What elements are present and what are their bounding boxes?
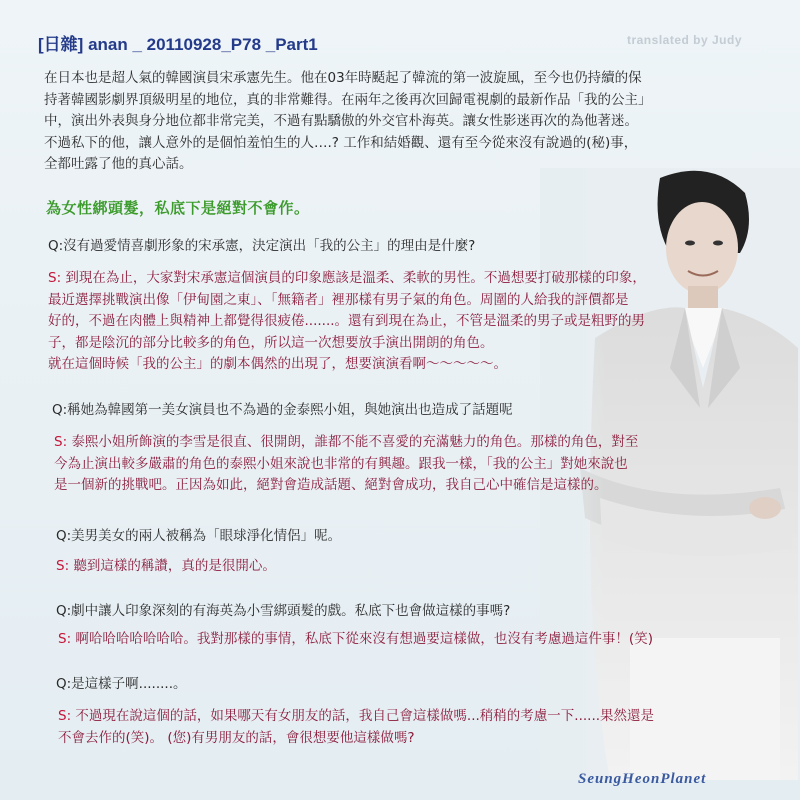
answer-line <box>54 432 770 454</box>
answer-line <box>58 629 653 651</box>
intro-line: 全都吐露了他的真心話。 <box>44 156 193 172</box>
intro-line: 在日本也是超人氣的韓國演員宋承憲先生。他在03年時颳起了韓流的第一波旋風，至今也仍持續的保 <box>44 70 642 86</box>
section-headline: 為女性綁頭髮，私底下是絕對不會作。 <box>46 199 310 217</box>
answer-block <box>56 556 276 578</box>
speaker-label: S: <box>58 631 76 647</box>
answer-line <box>48 268 768 290</box>
answer-text: 聽到這樣的稱讚，真的是很開心。 <box>73 558 276 574</box>
qa-block <box>56 601 510 623</box>
qa-block <box>52 400 513 422</box>
answer-block <box>58 629 653 651</box>
article-title <box>38 30 318 55</box>
answer-line <box>56 556 276 578</box>
answer-block <box>54 432 770 497</box>
intro-line: 持著韓國影劇界頂級明星的地位，真的非常難得。在兩年之後再次回歸電視劇的最新作品「我的公主」 <box>44 91 652 108</box>
answer-line: 是一個新的挑戰吧。正因為如此，絕對會造成話題、絕對會成功，我自己心中確信是這樣的。 <box>54 477 608 493</box>
answer-line: 最近選擇挑戰演出像「伊甸園之東」、「無籍者」裡那樣有男子氣的角色。周圍的人給我的評價都是 <box>48 291 629 308</box>
qa-block <box>56 526 341 548</box>
question: Q:美男美女的兩人被稱為「眼球淨化情侶」呢。 <box>56 528 342 544</box>
answer-line: 好的，不過在肉體上與精神上都覺得很疲倦.......。還有到現在為止，不管是溫柔的男子或是粗野的男 <box>48 313 646 329</box>
category-tag: [日雜] <box>38 35 84 54</box>
question: Q:是這樣子啊........。 <box>56 676 187 692</box>
answer-text: 不過現在說這個的話，如果哪天有女朋友的話，我自己會這樣做嗎...稍稍的考慮一下......果然還是 <box>75 708 655 724</box>
qa-block <box>56 674 187 696</box>
qa-block <box>48 236 475 258</box>
answer-text: 啊哈哈哈哈哈哈哈。我對那樣的事情，私底下從來沒有想過要這樣做，也沒有考慮過這件事！(笑) <box>75 631 653 647</box>
intro-line: 不過私下的他，讓人意外的是個怕羞怕生的人….? 工作和結婚觀、還有至今從來沒有說過的(秘)事， <box>44 134 638 151</box>
speaker-label: S: <box>58 708 76 724</box>
answer-text: 到現在為止，大家對宋承憲這個演員的印象應該是溫柔、柔軟的男性。不過想要打破那樣的印象， <box>65 270 646 286</box>
title-text: anan _ 20110928_P78 _Part1 <box>88 35 318 54</box>
speaker-label: S: <box>56 558 74 574</box>
translator-credit: translated by Judy <box>626 33 742 47</box>
answer-block <box>48 268 768 376</box>
answer-text: 泰熙小姐所飾演的李雪是很直、很開朗，誰都不能不喜愛的充滿魅力的角色。那樣的角色，對至 <box>71 434 639 450</box>
answer-line: 就在這個時候「我的公主」的劇本偶然的出現了，想要演演看啊～～～～～。 <box>48 356 507 372</box>
answer-line: 子，都是陰沉的部分比較多的角色，所以這一次想要放手演出開朗的角色。 <box>48 334 494 351</box>
question: Q:劇中讓人印象深刻的有海英為小雪綁頭髮的戲。私底下也會做這樣的事嗎? <box>56 603 511 619</box>
answer-line: 不會去作的(笑)。 (您)有男朋友的話，會很想要他這樣做嗎? <box>58 729 415 746</box>
question: Q:沒有過愛情喜劇形象的宋承憲，決定演出「我的公主」的理由是什麼? <box>48 238 476 254</box>
question: Q:稱她為韓國第一美女演員也不為過的金泰熙小姐，與她演出也造成了話題呢 <box>52 402 513 418</box>
intro-paragraph <box>44 68 764 176</box>
answer-block <box>58 706 770 749</box>
site-logo: SeungHeonPlanet <box>578 771 707 787</box>
speaker-label: S: <box>54 434 72 450</box>
speaker-label: S: <box>48 270 66 286</box>
intro-line: 中，演出外表與身分地位都非常完美，不過有點驕傲的外交官朴海英。讓女性影迷再次的為他著迷。 <box>44 113 638 129</box>
answer-line: 今為止演出較多嚴肅的角色的泰熙小姐來說也非常的有興趣。跟我一樣，「我的公主」對她來說也 <box>54 455 628 472</box>
answer-line <box>58 706 770 728</box>
